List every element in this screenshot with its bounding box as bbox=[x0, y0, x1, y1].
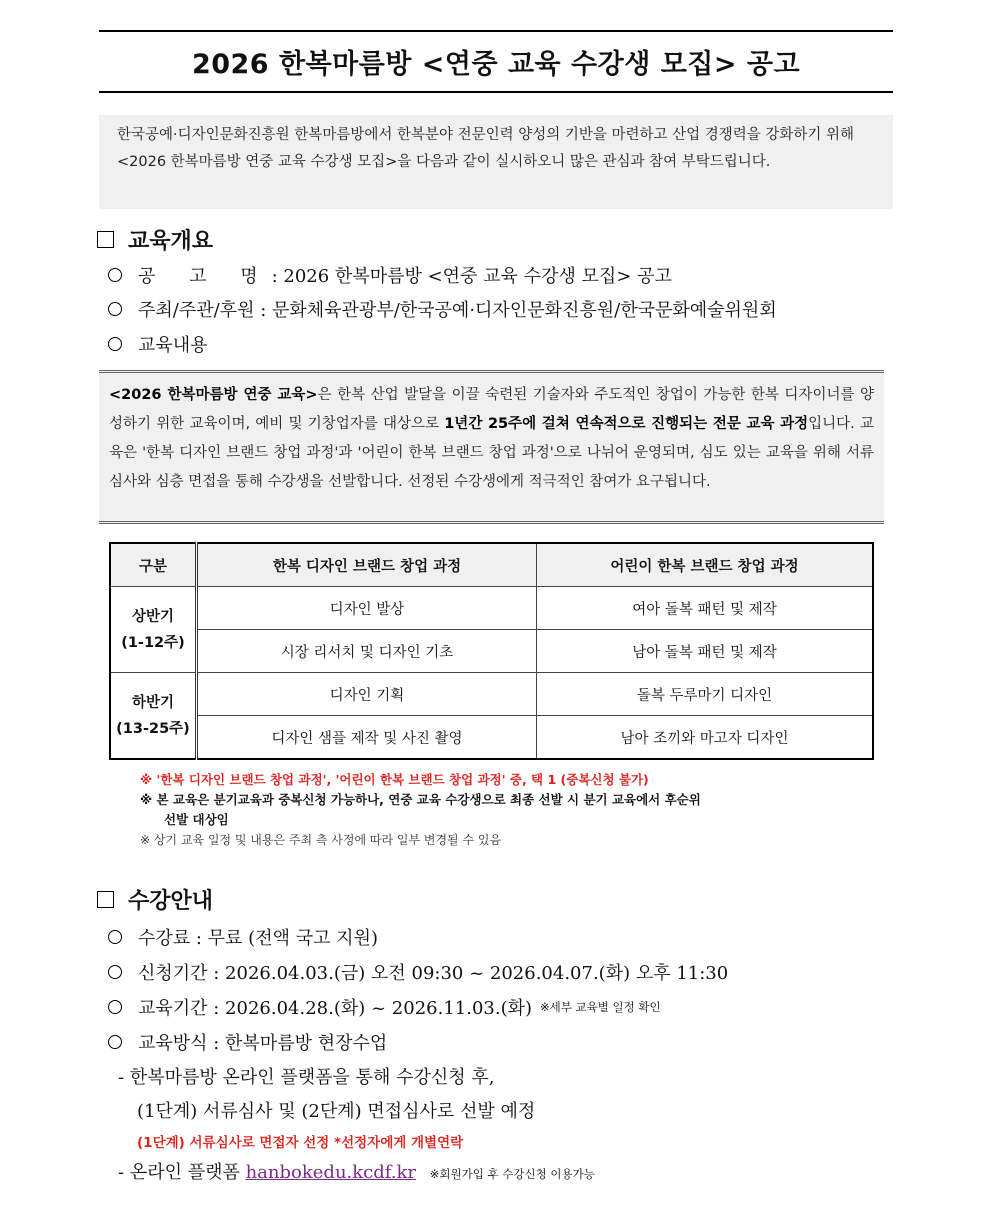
notes-block bbox=[140, 770, 900, 850]
item-notice-name: 공 고 명 : 2026 한복마름방 <연중 교육 수강생 모집> 공고 bbox=[108, 262, 672, 288]
circle-bullet-icon bbox=[108, 1035, 122, 1049]
circle-bullet-icon bbox=[108, 930, 122, 944]
table-cell: 디자인 샘플 제작 및 사진 촬영 bbox=[197, 716, 537, 760]
circle-bullet-icon bbox=[108, 965, 122, 979]
description-box: <2026 한복마름방 연중 교육>은 한복 산업 발달을 이끌 숙련된 기술자와 주도적인 창업이 가능한 한복 디자이너를 양성하기 위한 교육이며, 예비 및 기창업자를 대상으로 1년간 25주에 걸쳐 연속적으로 진행되는 전문 교육 과정입니다. 교육은 '한복 디자인 브랜드 창업 과정'과 '어린이 한복 브랜드 창업 과정'으로 나뉘어 운영되며, 심도 있는 교육을 위해 서류심사와 심층 면접을 통해 수강생을 선발합니다. 선정된 수강생에게 적극적인 참여가 요구됩니다. bbox=[99, 370, 884, 524]
square-bullet-icon bbox=[97, 891, 114, 908]
note-quarterly-cont: 선발 대상임 bbox=[164, 812, 229, 827]
table-cell: 디자인 발상 bbox=[197, 587, 537, 630]
square-bullet-icon bbox=[97, 231, 114, 248]
item-fee: 수강료 : 무료 (전액 국고 지원) bbox=[108, 924, 378, 950]
second-half-cell: 하반기 (13-25주) bbox=[110, 673, 197, 760]
table-row bbox=[110, 587, 873, 630]
header-kids-course: 어린이 한복 브랜드 창업 과정 bbox=[537, 543, 874, 587]
item-content: 교육내용 bbox=[108, 331, 208, 357]
online-platform-line: - 온라인 플랫폼 hanbokedu.kcdf.kr ※회원가입 후 수강신청 이용가능 bbox=[118, 1162, 595, 1183]
note-change: ※ 상기 교육 일정 및 내용은 주최 측 사정에 따라 일부 변경될 수 있음 bbox=[140, 833, 502, 847]
circle-bullet-icon bbox=[108, 337, 122, 351]
table-cell: 여아 돌복 패턴 및 제작 bbox=[537, 587, 874, 630]
table-header-row bbox=[110, 543, 873, 587]
table-cell: 남아 조끼와 마고자 디자인 bbox=[537, 716, 874, 760]
note-duplicate: ※ '한복 디자인 브랜드 창업 과정', '어린이 한복 브랜드 창업 과정' 중, 택 1 (중복신청 불가) bbox=[140, 772, 649, 787]
table-row bbox=[110, 673, 873, 716]
first-half-cell: 상반기 (1-12주) bbox=[110, 587, 197, 673]
circle-bullet-icon bbox=[108, 268, 122, 282]
item-method: 교육방식 : 한복마름방 현장수업 bbox=[108, 1029, 387, 1055]
schedule-table bbox=[109, 542, 874, 760]
table-cell: 디자인 기획 bbox=[197, 673, 537, 716]
red-selection-note: (1단계) 서류심사로 면접자 선정 *선정자에게 개별연락 bbox=[137, 1135, 464, 1151]
title-box bbox=[99, 30, 893, 93]
circle-bullet-icon bbox=[108, 1000, 122, 1014]
page-title: 2026 한복마름방 <연중 교육 수강생 모집> 공고 bbox=[191, 49, 801, 80]
dash-line-1: - 한복마름방 온라인 플랫폼을 통해 수강신청 후, bbox=[118, 1067, 495, 1088]
table-row bbox=[110, 630, 873, 673]
dash-line-2: (1단계) 서류심사 및 (2단계) 면접심사로 선발 예정 bbox=[137, 1101, 536, 1122]
note-quarterly: ※ 본 교육은 분기교육과 중복신청 가능하나, 연중 교육 수강생으로 최종 선발 시 분기 교육에서 후순위 bbox=[140, 792, 701, 807]
item-apply-period: 신청기간 : 2026.04.03.(금) 오전 09:30 ~ 2026.04.07.(화) 오후 11:30 bbox=[108, 959, 728, 985]
table-cell: 남아 돌복 패턴 및 제작 bbox=[537, 630, 874, 673]
table-cell: 돌복 두루마기 디자인 bbox=[537, 673, 874, 716]
item-edu-period: 교육기간 : 2026.04.28.(화) ~ 2026.11.03.(화) ※세부 교육별 일정 확인 bbox=[108, 994, 661, 1020]
circle-bullet-icon bbox=[108, 302, 122, 316]
header-category: 구분 bbox=[110, 543, 197, 587]
intro-box: 한국공예·디자인문화진흥원 한복마름방에서 한복분야 전문인력 양성의 기반을 마련하고 산업 경쟁력을 강화하기 위해 <2026 한복마름방 연중 교육 수강생 모집>을 다음과 같이 실시하오니 많은 관심과 참여 부탁드립니다. bbox=[99, 115, 893, 209]
section-heading-guide: 수강안내 bbox=[97, 884, 213, 915]
section-heading-overview: 교육개요 bbox=[97, 224, 213, 255]
table-cell: 시장 리서치 및 디자인 기초 bbox=[197, 630, 537, 673]
table-row bbox=[110, 716, 873, 760]
header-design-course: 한복 디자인 브랜드 창업 과정 bbox=[197, 543, 537, 587]
platform-link[interactable]: hanbokedu.kcdf.kr bbox=[245, 1162, 417, 1183]
item-host: 주최/주관/후원 : 문화체육관광부/한국공예·디자인문화진흥원/한국문화예술위원회 bbox=[108, 296, 777, 322]
